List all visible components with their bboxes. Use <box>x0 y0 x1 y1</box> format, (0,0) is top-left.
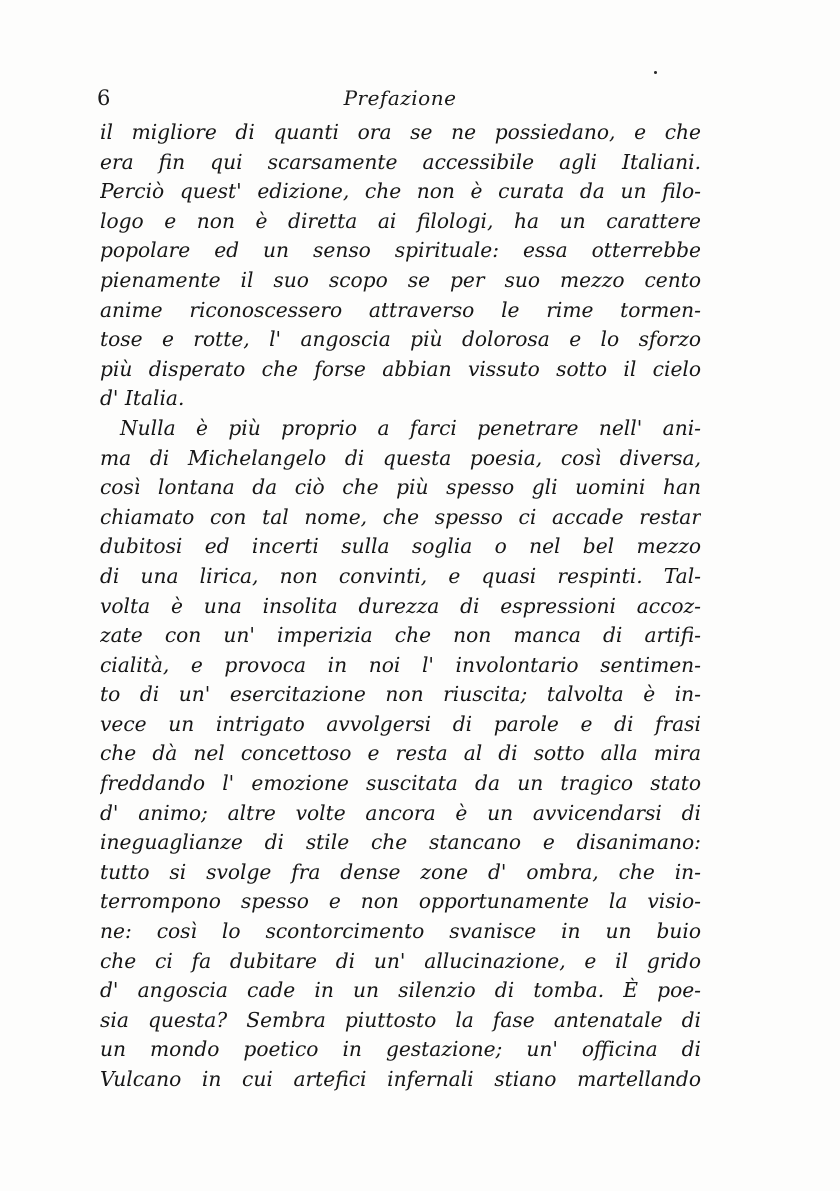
text-line: sia questa? Sembra piuttosto la fase antenatale di <box>100 1007 701 1032</box>
text-line: d' animo; altre volte ancora è un avvicendarsi di <box>100 800 701 825</box>
text-line: Nulla è più proprio a farci penetrare nell' ani- <box>120 415 701 440</box>
text-line: era fin qui scarsamente accessibile agli Italiani. <box>100 149 701 174</box>
text-line: chiamato con tal nome, che spesso ci accade restar <box>100 504 701 529</box>
text-line: il migliore di quanti ora se ne possiedano, e che <box>100 120 701 144</box>
text-line: ma di Michelangelo di questa poesia, così diversa, <box>100 445 701 470</box>
text-line: tutto si svolge fra dense zone d' ombra, che in- <box>100 859 701 884</box>
text-line: d' angoscia cade in un silenzio di tomba. È poe- <box>100 978 701 1003</box>
text-line: anime riconoscessero attraverso le rime tormen- <box>100 297 701 322</box>
text-line: un mondo poetico in gestazione; un' officina di <box>100 1037 701 1062</box>
text-line: volta è una insolita durezza di espressioni accoz- <box>100 593 701 618</box>
text-line: che ci fa dubitare di un' allucinazione, e il grido <box>100 948 701 973</box>
text-line: vece un intrigato avvolgersi di parole e di frasi <box>100 711 701 736</box>
text-line: più disperato che forse abbian vissuto sotto il cielo <box>100 356 701 381</box>
text-line: terrompono spesso e non opportunamente la visio- <box>100 889 701 914</box>
text-line: di una lirica, non convinti, e quasi respinti. Tal- <box>100 563 701 588</box>
page-number: 6 <box>97 86 111 110</box>
text-line: ineguaglianze di stile che stancano e disanimano: <box>100 830 701 855</box>
text-line: d' Italia. <box>100 386 185 411</box>
text-line: dubitosi ed incerti sulla soglia o nel bel mezzo <box>100 534 701 559</box>
text-line: Perciò quest' edizione, che non è curata da un filo- <box>100 179 701 204</box>
text-line: cialità, e provoca in noi l' involontario sentimen- <box>100 652 701 677</box>
text-line: popolare ed un senso spirituale: essa otterrebbe <box>100 238 701 263</box>
text-line: ne: così lo scontorcimento svanisce in un buio <box>100 919 701 944</box>
text-line: pienamente il suo scopo se per suo mezzo cento <box>100 267 701 292</box>
text-line: freddando l' emozione suscitata da un tragico stato <box>100 771 701 796</box>
running-title: Prefazione <box>343 86 457 110</box>
text-line: Vulcano in cui artefici infernali stiano martellando <box>100 1067 701 1091</box>
body-text <box>100 118 701 1095</box>
text-line: zate con un' imperizia che non manca di artifi- <box>100 623 701 648</box>
text-line: logo e non è diretta ai filologi, ha un carattere <box>100 208 701 233</box>
page-header <box>97 84 703 114</box>
ink-speck <box>654 71 657 74</box>
text-line: così lontana da ciò che più spesso gli uomini han <box>100 475 701 500</box>
text-line: to di un' esercitazione non riuscita; talvolta è in- <box>100 682 701 707</box>
text-line: che dà nel concettoso e resta al di sotto alla mira <box>100 741 701 766</box>
text-line: tose e rotte, l' angoscia più dolorosa e lo sforzo <box>100 327 701 352</box>
